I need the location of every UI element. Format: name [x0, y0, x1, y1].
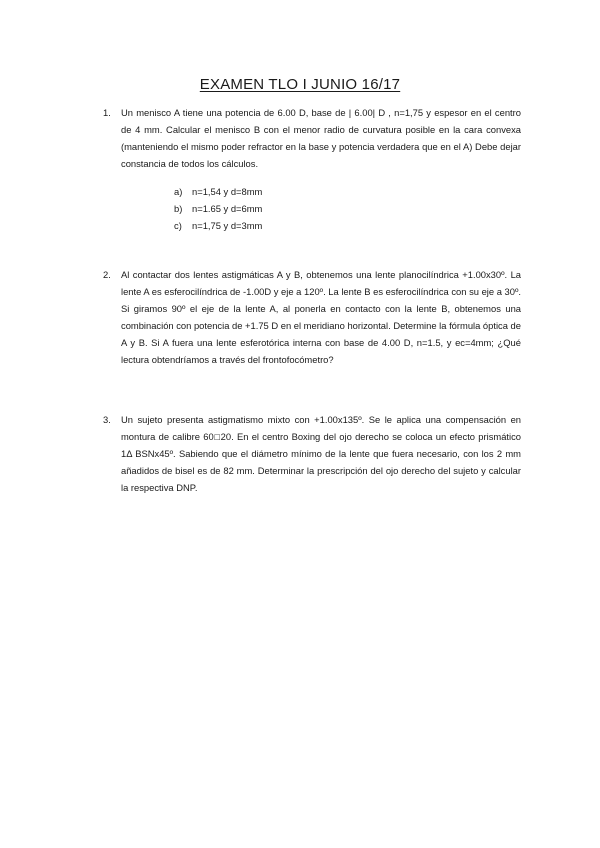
option-text: n=1,54 y d=8mm — [192, 186, 263, 197]
option-letter: c) — [174, 220, 182, 231]
question-number: 2. — [103, 269, 111, 280]
question-text: Al contactar dos lentes astigmáticas A y B, obtenemos una lente planocilíndrica +1.00x30º. La lente A es esferocilíndrica de -1.00D y eje a 120º. La lente B es esferocilíndrica con su eje a 30º. Si giramos 90º el eje de la lente A, al ponerla en contacto con la lente B, obtenemos una combinación con potencia de +1.75 D en el meridiano horizontal. Determine la fórmula óptica de A y B. Si A fuera una lente esferotórica interna con base de 4.00 D, n=1.5, y ec=4mm; ¿Qué lectura obtendríamos a través del frontofocómetro? — [121, 269, 521, 365]
option-letter: a) — [174, 186, 183, 197]
question-1-options — [174, 183, 262, 234]
question-3 — [103, 411, 523, 496]
exam-title: EXAMEN TLO I JUNIO 16/17 — [199, 76, 401, 93]
question-text: Un sujeto presenta astigmatismo mixto con +1.00x135º. Se le aplica una compensación en montura de calibre 60□20. En el centro Boxing del ojo derecho se coloca un efecto prismático 1Δ BSNx45º. Sabiendo que el diámetro mínimo de la lente que fuera necesario, con los 2 mm añadidos de bisel es de 82 mm. Determinar la prescripción del ojo derecho del sujeto y calcular la respectiva DNP. — [121, 414, 521, 493]
question-number: 1. — [103, 107, 111, 118]
option-text: n=1.65 y d=6mm — [192, 203, 263, 214]
option-b — [174, 200, 262, 217]
option-text: n=1,75 y d=3mm — [192, 220, 263, 231]
option-letter: b) — [174, 203, 183, 214]
option-c — [174, 217, 262, 234]
question-text: Un menisco A tiene una potencia de 6.00 D, base de | 6.00| D , n=1,75 y espesor en el centro de 4 mm. Calcular el menisco B con el menor radio de curvatura posible en la cara convexa (manteniendo el mismo poder refractor en la base y potencia verdadera que en el A) Debe dejar constancia de todos los cálculos. — [121, 107, 521, 169]
question-number: 3. — [103, 414, 111, 425]
question-2 — [103, 266, 523, 368]
option-a — [174, 183, 262, 200]
question-1 — [103, 104, 523, 172]
